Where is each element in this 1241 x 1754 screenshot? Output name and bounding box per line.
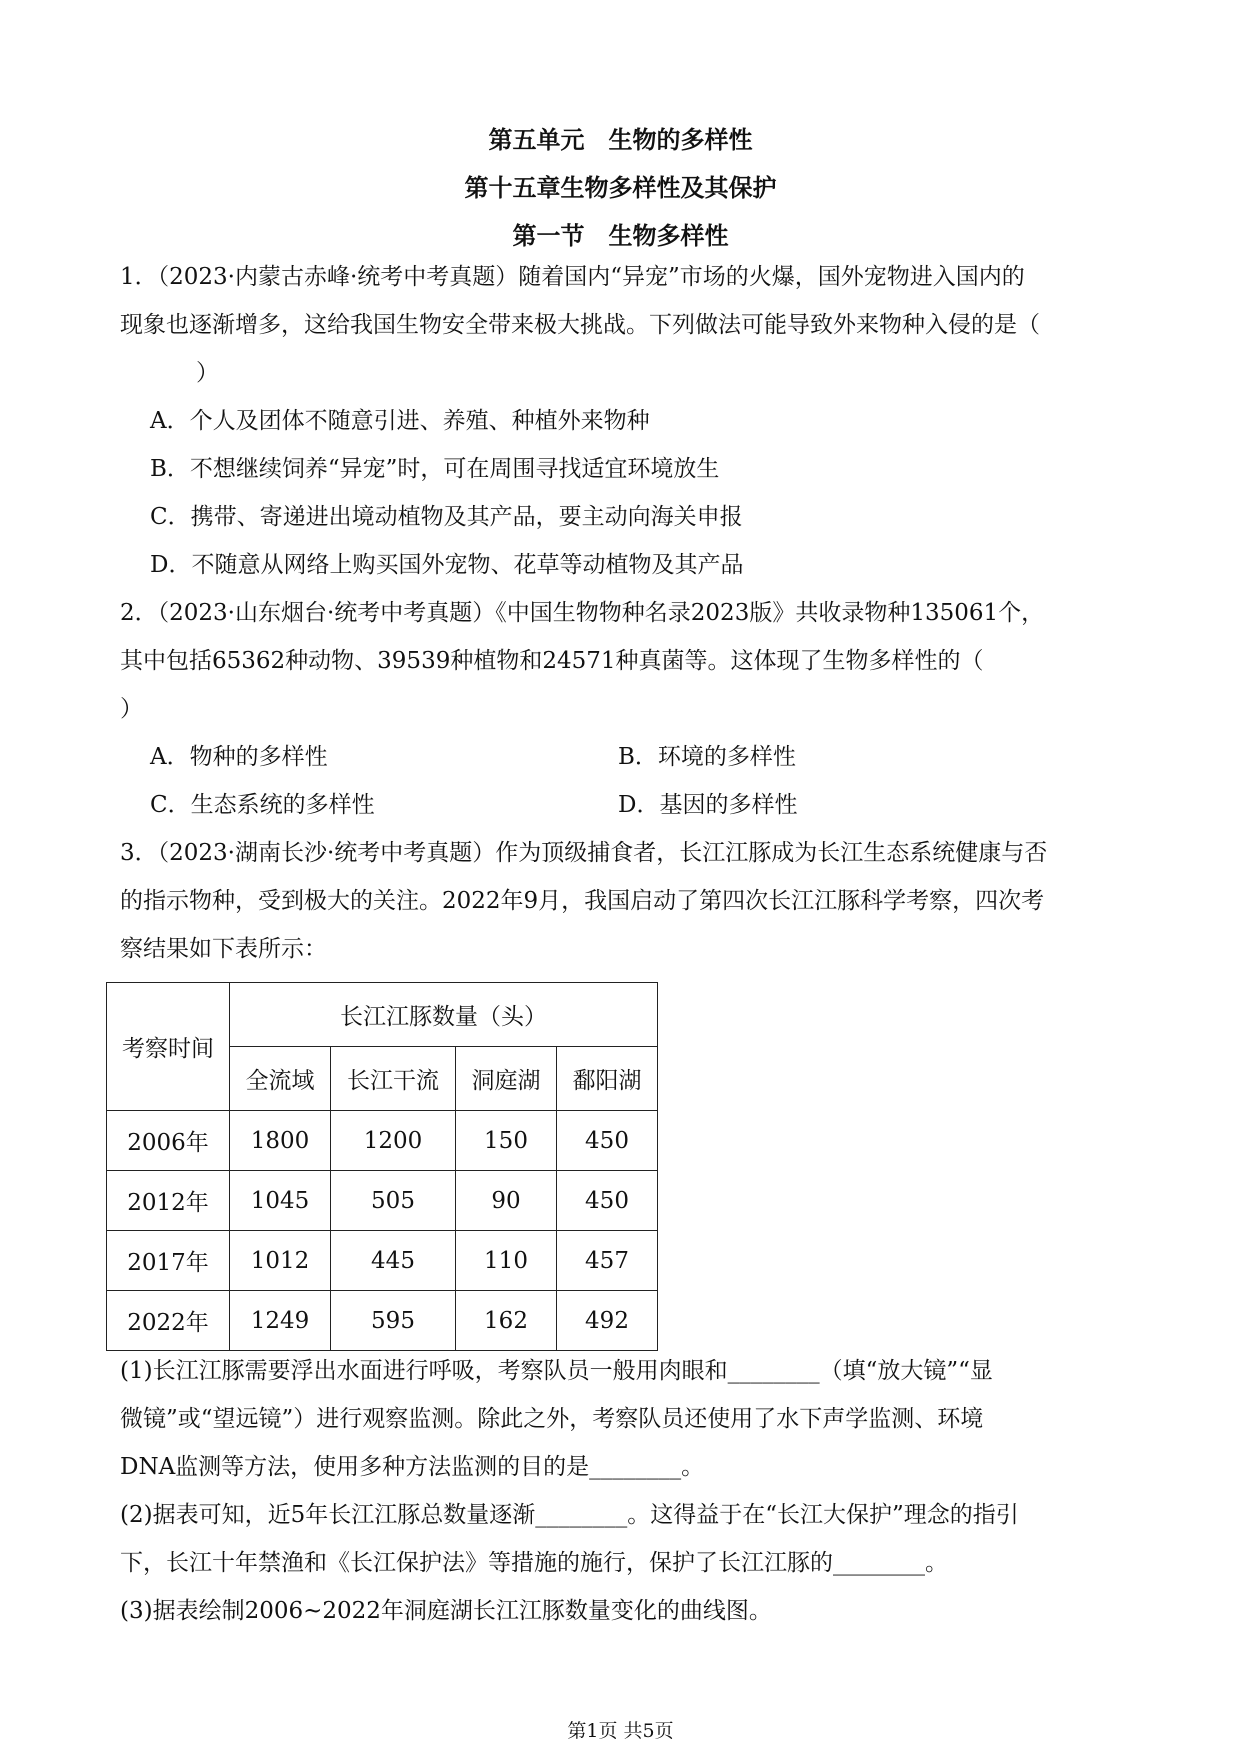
section-title: 第一节 生物多样性 bbox=[512, 222, 729, 250]
q3-sub1-line3: DNA监测等方法，使用多种方法监测的目的是________。 bbox=[120, 1454, 705, 1480]
table-cell: 162 bbox=[456, 1291, 557, 1351]
table-cell: 492 bbox=[557, 1291, 658, 1351]
table-cell: 450 bbox=[557, 1111, 658, 1171]
q2-option-b: B．环境的多样性 bbox=[618, 744, 796, 770]
q3-sub2-line1: (2)据表可知，近5年长江江豚总数量逐渐________。这得益于在“长江大保护”理念的指引 bbox=[120, 1502, 1019, 1528]
q3-stem-line2: 的指示物种，受到极大的关注。2022年9月，我国启动了第四次长江江豚科学考察，四次考 bbox=[120, 888, 1045, 914]
q1-option-a: A．个人及团体不随意引进、养殖、种植外来物种 bbox=[150, 408, 650, 434]
q1-option-c: C．携带、寄递进出境动植物及其产品，要主动向海关申报 bbox=[150, 504, 743, 530]
table-cell: 1200 bbox=[331, 1111, 456, 1171]
table-cell: 90 bbox=[456, 1171, 557, 1231]
table-col-header: 洞庭湖 bbox=[456, 1047, 557, 1111]
table-row bbox=[107, 1111, 658, 1171]
q1-stem-line2: 现象也逐渐增多，这给我国生物安全带来极大挑战。下列做法可能导致外来物种入侵的是（ bbox=[120, 312, 1040, 338]
table-row bbox=[107, 1291, 658, 1351]
q1-option-b: B．不想继续饲养“异宠”时，可在周围寻找适宜环境放生 bbox=[150, 456, 720, 482]
unit-title: 第五单元 生物的多样性 bbox=[488, 126, 753, 154]
survey-table bbox=[106, 982, 658, 1351]
table-cell: 450 bbox=[557, 1171, 658, 1231]
q3-sub1-line2: 微镜”或“望远镜”）进行观察监测。除此之外，考察队员还使用了水下声学监测、环境 bbox=[120, 1406, 984, 1432]
q2-stem-line2: 其中包括65362种动物、39539种植物和24571种真菌等。这体现了生物多样性的（ bbox=[120, 648, 984, 674]
q2-option-c: C．生态系统的多样性 bbox=[150, 792, 375, 818]
table-cell: 445 bbox=[331, 1231, 456, 1291]
table-cell: 1800 bbox=[230, 1111, 331, 1171]
page-footer: 第1页 共5页 bbox=[567, 1720, 674, 1742]
table-cell: 150 bbox=[456, 1111, 557, 1171]
table-row bbox=[107, 1231, 658, 1291]
table-cell: 1045 bbox=[230, 1171, 331, 1231]
q2-option-d: D．基因的多样性 bbox=[618, 792, 798, 818]
q3-sub3-line1: (3)据表绘制2006~2022年洞庭湖长江江豚数量变化的曲线图。 bbox=[120, 1598, 772, 1624]
q2-option-a: A．物种的多样性 bbox=[150, 744, 328, 770]
table-cell: 457 bbox=[557, 1231, 658, 1291]
table-row bbox=[107, 1171, 658, 1231]
q2-stem-line3: ） bbox=[120, 696, 143, 722]
q2-stem-line1: 2．（2023·山东烟台·统考中考真题）《中国生物物种名录2023版》共收录物种135061个， bbox=[120, 600, 1045, 626]
chapter-title: 第十五章生物多样性及其保护 bbox=[464, 174, 777, 202]
table-cell-year: 2006年 bbox=[107, 1111, 230, 1171]
table-col-header: 长江干流 bbox=[331, 1047, 456, 1111]
q3-sub2-line2: 下，长江十年禁渔和《长江保护法》等措施的施行，保护了长江江豚的________。 bbox=[120, 1550, 948, 1576]
table-cell: 505 bbox=[331, 1171, 456, 1231]
table-cell-year: 2012年 bbox=[107, 1171, 230, 1231]
q1-stem-line1: 1．（2023·内蒙古赤峰·统考中考真题）随着国内“异宠”市场的火爆，国外宠物进入国内的 bbox=[120, 264, 1025, 290]
table-group-header: 长江江豚数量（头） bbox=[230, 983, 658, 1047]
table-cell: 1012 bbox=[230, 1231, 331, 1291]
table-cell-year: 2017年 bbox=[107, 1231, 230, 1291]
table-cell: 110 bbox=[456, 1231, 557, 1291]
q3-sub1-line1: (1)长江江豚需要浮出水面进行呼吸，考察队员一般用肉眼和________（填“放大镜”“显 bbox=[120, 1358, 993, 1384]
q3-stem-line3: 察结果如下表所示： bbox=[120, 936, 327, 962]
q3-stem-line1: 3．（2023·湖南长沙·统考中考真题）作为顶级捕食者，长江江豚成为长江生态系统健康与否 bbox=[120, 840, 1048, 866]
table-col-header: 全流域 bbox=[230, 1047, 331, 1111]
q1-stem-line3: ） bbox=[196, 360, 219, 386]
q1-option-d: D．不随意从网络上购买国外宠物、花草等动植物及其产品 bbox=[150, 552, 744, 578]
table-cell: 595 bbox=[331, 1291, 456, 1351]
table-row-header: 考察时间 bbox=[107, 983, 230, 1111]
table-cell: 1249 bbox=[230, 1291, 331, 1351]
table-col-header: 鄱阳湖 bbox=[557, 1047, 658, 1111]
table-cell-year: 2022年 bbox=[107, 1291, 230, 1351]
